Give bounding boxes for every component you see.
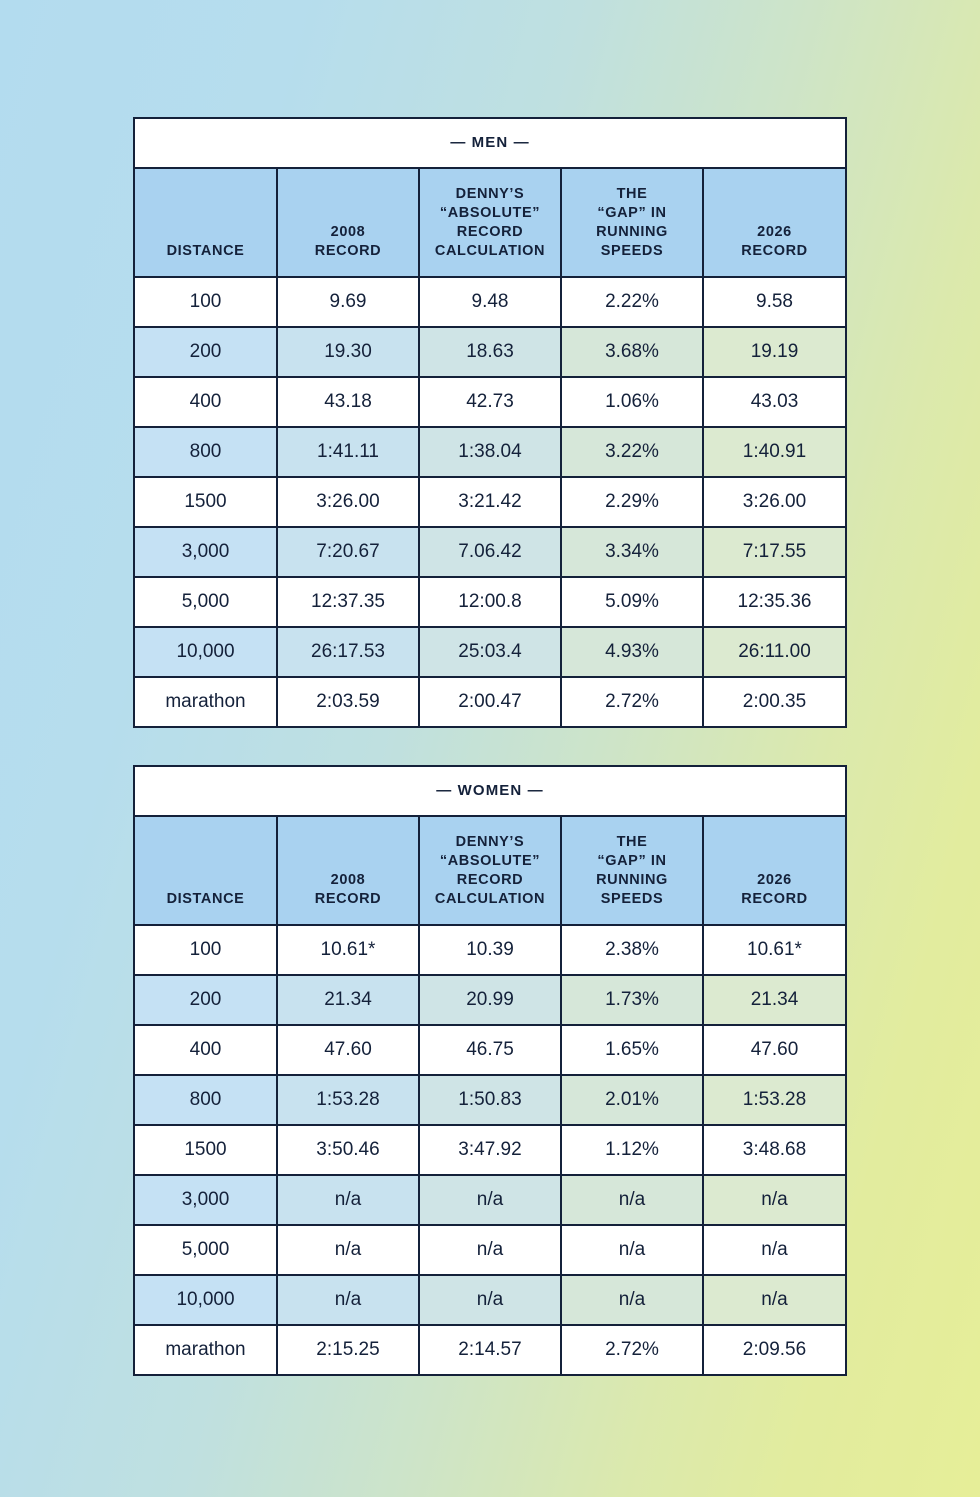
women-cell: 3:48.68 bbox=[703, 1125, 845, 1175]
women-cell: 3:47.92 bbox=[419, 1125, 561, 1175]
women-cell: 21.34 bbox=[703, 975, 845, 1025]
women-cell: 10.61* bbox=[277, 925, 419, 975]
men-row-distance-label: marathon bbox=[135, 677, 277, 726]
men-cell: 2.22% bbox=[561, 277, 703, 327]
table-row bbox=[135, 327, 845, 377]
men-cell: 3:26.00 bbox=[277, 477, 419, 527]
men-cell: 2:00.35 bbox=[703, 677, 845, 726]
women-cell: 10.39 bbox=[419, 925, 561, 975]
women-cell: 1.12% bbox=[561, 1125, 703, 1175]
table-row bbox=[135, 477, 845, 527]
men-cell: 2.29% bbox=[561, 477, 703, 527]
table-row bbox=[135, 527, 845, 577]
men-row-distance-label: 5,000 bbox=[135, 577, 277, 627]
women-cell: 2:09.56 bbox=[703, 1325, 845, 1374]
women-cell: 20.99 bbox=[419, 975, 561, 1025]
men-column-header-3-line-3: SPEEDS bbox=[600, 243, 664, 260]
men-column-header-1 bbox=[277, 169, 419, 277]
women-cell: n/a bbox=[561, 1275, 703, 1325]
women-cell: n/a bbox=[277, 1275, 419, 1325]
men-cell: 3.34% bbox=[561, 527, 703, 577]
men-cell: 43.18 bbox=[277, 377, 419, 427]
women-cell: 46.75 bbox=[419, 1025, 561, 1075]
men-cell: 9.58 bbox=[703, 277, 845, 327]
women-column-header-0 bbox=[135, 817, 277, 925]
women-column-header-4 bbox=[703, 817, 845, 925]
women-cell: 21.34 bbox=[277, 975, 419, 1025]
women-column-header-2-line-0: DENNY’S bbox=[455, 834, 525, 850]
women-row-distance-label: 200 bbox=[135, 975, 277, 1025]
men-cell: 26:11.00 bbox=[703, 627, 845, 677]
women-cell: 2:14.57 bbox=[419, 1325, 561, 1374]
men-cell: 12:00.8 bbox=[419, 577, 561, 627]
men-column-header-0 bbox=[135, 169, 277, 277]
men-cell: 3:26.00 bbox=[703, 477, 845, 527]
men-cell: 2:03.59 bbox=[277, 677, 419, 726]
men-cell: 9.69 bbox=[277, 277, 419, 327]
table-row bbox=[135, 1075, 845, 1125]
women-row-distance-label: 100 bbox=[135, 925, 277, 975]
women-column-header-2 bbox=[419, 817, 561, 925]
women-cell: 1.65% bbox=[561, 1025, 703, 1075]
women-header-row bbox=[135, 817, 845, 925]
table-row bbox=[135, 975, 845, 1025]
men-cell: 3.68% bbox=[561, 327, 703, 377]
men-records-table-block bbox=[133, 117, 847, 728]
women-cell: 1.73% bbox=[561, 975, 703, 1025]
table-row bbox=[135, 377, 845, 427]
women-column-header-2-line-1: “ABSOLUTE” bbox=[439, 853, 541, 870]
men-cell: 7.06.42 bbox=[419, 527, 561, 577]
men-cell: 18.63 bbox=[419, 327, 561, 377]
men-cell: 12:37.35 bbox=[277, 577, 419, 627]
men-table-body bbox=[135, 277, 845, 726]
men-row-distance-label: 1500 bbox=[135, 477, 277, 527]
women-cell: 2.72% bbox=[561, 1325, 703, 1374]
table-row bbox=[135, 1175, 845, 1225]
women-cell: 1:53.28 bbox=[703, 1075, 845, 1125]
men-table-header bbox=[135, 169, 845, 277]
men-cell: 19.30 bbox=[277, 327, 419, 377]
table-row bbox=[135, 1325, 845, 1374]
table-row bbox=[135, 627, 845, 677]
men-row-distance-label: 10,000 bbox=[135, 627, 277, 677]
women-records-table-block bbox=[133, 765, 847, 1376]
women-cell: n/a bbox=[561, 1225, 703, 1275]
men-row-distance-label: 3,000 bbox=[135, 527, 277, 577]
men-column-header-2-line-1: “ABSOLUTE” bbox=[439, 205, 541, 222]
women-cell: n/a bbox=[277, 1225, 419, 1275]
men-column-header-4 bbox=[703, 169, 845, 277]
men-column-header-2-line-0: DENNY’S bbox=[455, 186, 525, 202]
women-row-distance-label: 10,000 bbox=[135, 1275, 277, 1325]
women-cell: 2.01% bbox=[561, 1075, 703, 1125]
men-cell: 9.48 bbox=[419, 277, 561, 327]
table-row bbox=[135, 427, 845, 477]
men-cell: 3.22% bbox=[561, 427, 703, 477]
men-cell: 2:00.47 bbox=[419, 677, 561, 726]
men-cell: 25:03.4 bbox=[419, 627, 561, 677]
men-cell: 1:38.04 bbox=[419, 427, 561, 477]
women-cell: 10.61* bbox=[703, 925, 845, 975]
men-section-title: — MEN — bbox=[135, 119, 845, 169]
men-cell: 5.09% bbox=[561, 577, 703, 627]
women-cell: 3:50.46 bbox=[277, 1125, 419, 1175]
women-cell: n/a bbox=[419, 1225, 561, 1275]
women-cell: n/a bbox=[561, 1175, 703, 1225]
women-section-title: — WOMEN — bbox=[135, 767, 845, 817]
women-cell: 1:53.28 bbox=[277, 1075, 419, 1125]
women-cell: 2.38% bbox=[561, 925, 703, 975]
table-row bbox=[135, 1125, 845, 1175]
women-column-header-3-line-3: SPEEDS bbox=[600, 891, 664, 908]
men-cell: 12:35.36 bbox=[703, 577, 845, 627]
women-cell: n/a bbox=[277, 1175, 419, 1225]
women-row-distance-label: 5,000 bbox=[135, 1225, 277, 1275]
women-row-distance-label: 1500 bbox=[135, 1125, 277, 1175]
men-column-header-2-line-2: RECORD bbox=[456, 224, 524, 241]
women-column-header-3-line-2: RUNNING bbox=[596, 872, 668, 889]
table-row bbox=[135, 277, 845, 327]
men-records-table bbox=[135, 169, 845, 726]
women-cell: n/a bbox=[419, 1175, 561, 1225]
women-cell: 1:50.83 bbox=[419, 1075, 561, 1125]
men-cell: 3:21.42 bbox=[419, 477, 561, 527]
table-row bbox=[135, 925, 845, 975]
women-row-distance-label: 400 bbox=[135, 1025, 277, 1075]
women-column-header-2-line-2: RECORD bbox=[456, 872, 524, 889]
table-row bbox=[135, 1025, 845, 1075]
women-cell: 47.60 bbox=[277, 1025, 419, 1075]
men-column-header-4-line-1: RECORD bbox=[741, 243, 808, 260]
table-row bbox=[135, 1225, 845, 1275]
men-column-header-0-line-0: DISTANCE bbox=[166, 243, 245, 260]
women-cell: n/a bbox=[703, 1175, 845, 1225]
men-cell: 43.03 bbox=[703, 377, 845, 427]
men-cell: 26:17.53 bbox=[277, 627, 419, 677]
men-column-header-4-line-0: 2026 bbox=[757, 224, 792, 241]
women-column-header-2-line-3: CALCULATION bbox=[434, 891, 546, 908]
men-column-header-1-line-0: 2008 bbox=[330, 224, 366, 241]
women-cell: n/a bbox=[703, 1275, 845, 1325]
men-cell: 7:17.55 bbox=[703, 527, 845, 577]
men-row-distance-label: 400 bbox=[135, 377, 277, 427]
women-column-header-3 bbox=[561, 817, 703, 925]
men-cell: 1:41.11 bbox=[277, 427, 419, 477]
women-cell: 47.60 bbox=[703, 1025, 845, 1075]
men-cell: 1:40.91 bbox=[703, 427, 845, 477]
women-table-header bbox=[135, 817, 845, 925]
men-cell: 19.19 bbox=[703, 327, 845, 377]
men-cell: 42.73 bbox=[419, 377, 561, 427]
men-row-distance-label: 100 bbox=[135, 277, 277, 327]
men-column-header-2-line-3: CALCULATION bbox=[434, 243, 546, 260]
men-row-distance-label: 200 bbox=[135, 327, 277, 377]
men-column-header-3-line-2: RUNNING bbox=[596, 224, 668, 241]
men-cell: 7:20.67 bbox=[277, 527, 419, 577]
women-row-distance-label: 800 bbox=[135, 1075, 277, 1125]
women-cell: n/a bbox=[703, 1225, 845, 1275]
women-column-header-4-line-1: RECORD bbox=[741, 891, 808, 908]
women-column-header-0-line-0: DISTANCE bbox=[166, 891, 245, 908]
women-records-table bbox=[135, 817, 845, 1374]
men-column-header-3 bbox=[561, 169, 703, 277]
men-cell: 2.72% bbox=[561, 677, 703, 726]
women-table-body bbox=[135, 925, 845, 1374]
women-column-header-3-line-0: THE bbox=[616, 834, 648, 850]
women-cell: n/a bbox=[419, 1275, 561, 1325]
table-row bbox=[135, 1275, 845, 1325]
women-row-distance-label: 3,000 bbox=[135, 1175, 277, 1225]
men-column-header-3-line-1: “GAP” IN bbox=[597, 205, 667, 222]
men-cell: 1.06% bbox=[561, 377, 703, 427]
men-cell: 4.93% bbox=[561, 627, 703, 677]
women-column-header-1 bbox=[277, 817, 419, 925]
women-cell: 2:15.25 bbox=[277, 1325, 419, 1374]
women-column-header-3-line-1: “GAP” IN bbox=[597, 853, 667, 870]
men-row-distance-label: 800 bbox=[135, 427, 277, 477]
table-row bbox=[135, 577, 845, 627]
men-header-row bbox=[135, 169, 845, 277]
men-column-header-2 bbox=[419, 169, 561, 277]
women-column-header-1-line-0: 2008 bbox=[330, 872, 366, 889]
women-column-header-1-line-1: RECORD bbox=[314, 891, 382, 908]
table-row bbox=[135, 677, 845, 726]
women-column-header-4-line-0: 2026 bbox=[757, 872, 792, 889]
women-row-distance-label: marathon bbox=[135, 1325, 277, 1374]
men-column-header-3-line-0: THE bbox=[616, 186, 648, 202]
men-column-header-1-line-1: RECORD bbox=[314, 243, 382, 260]
